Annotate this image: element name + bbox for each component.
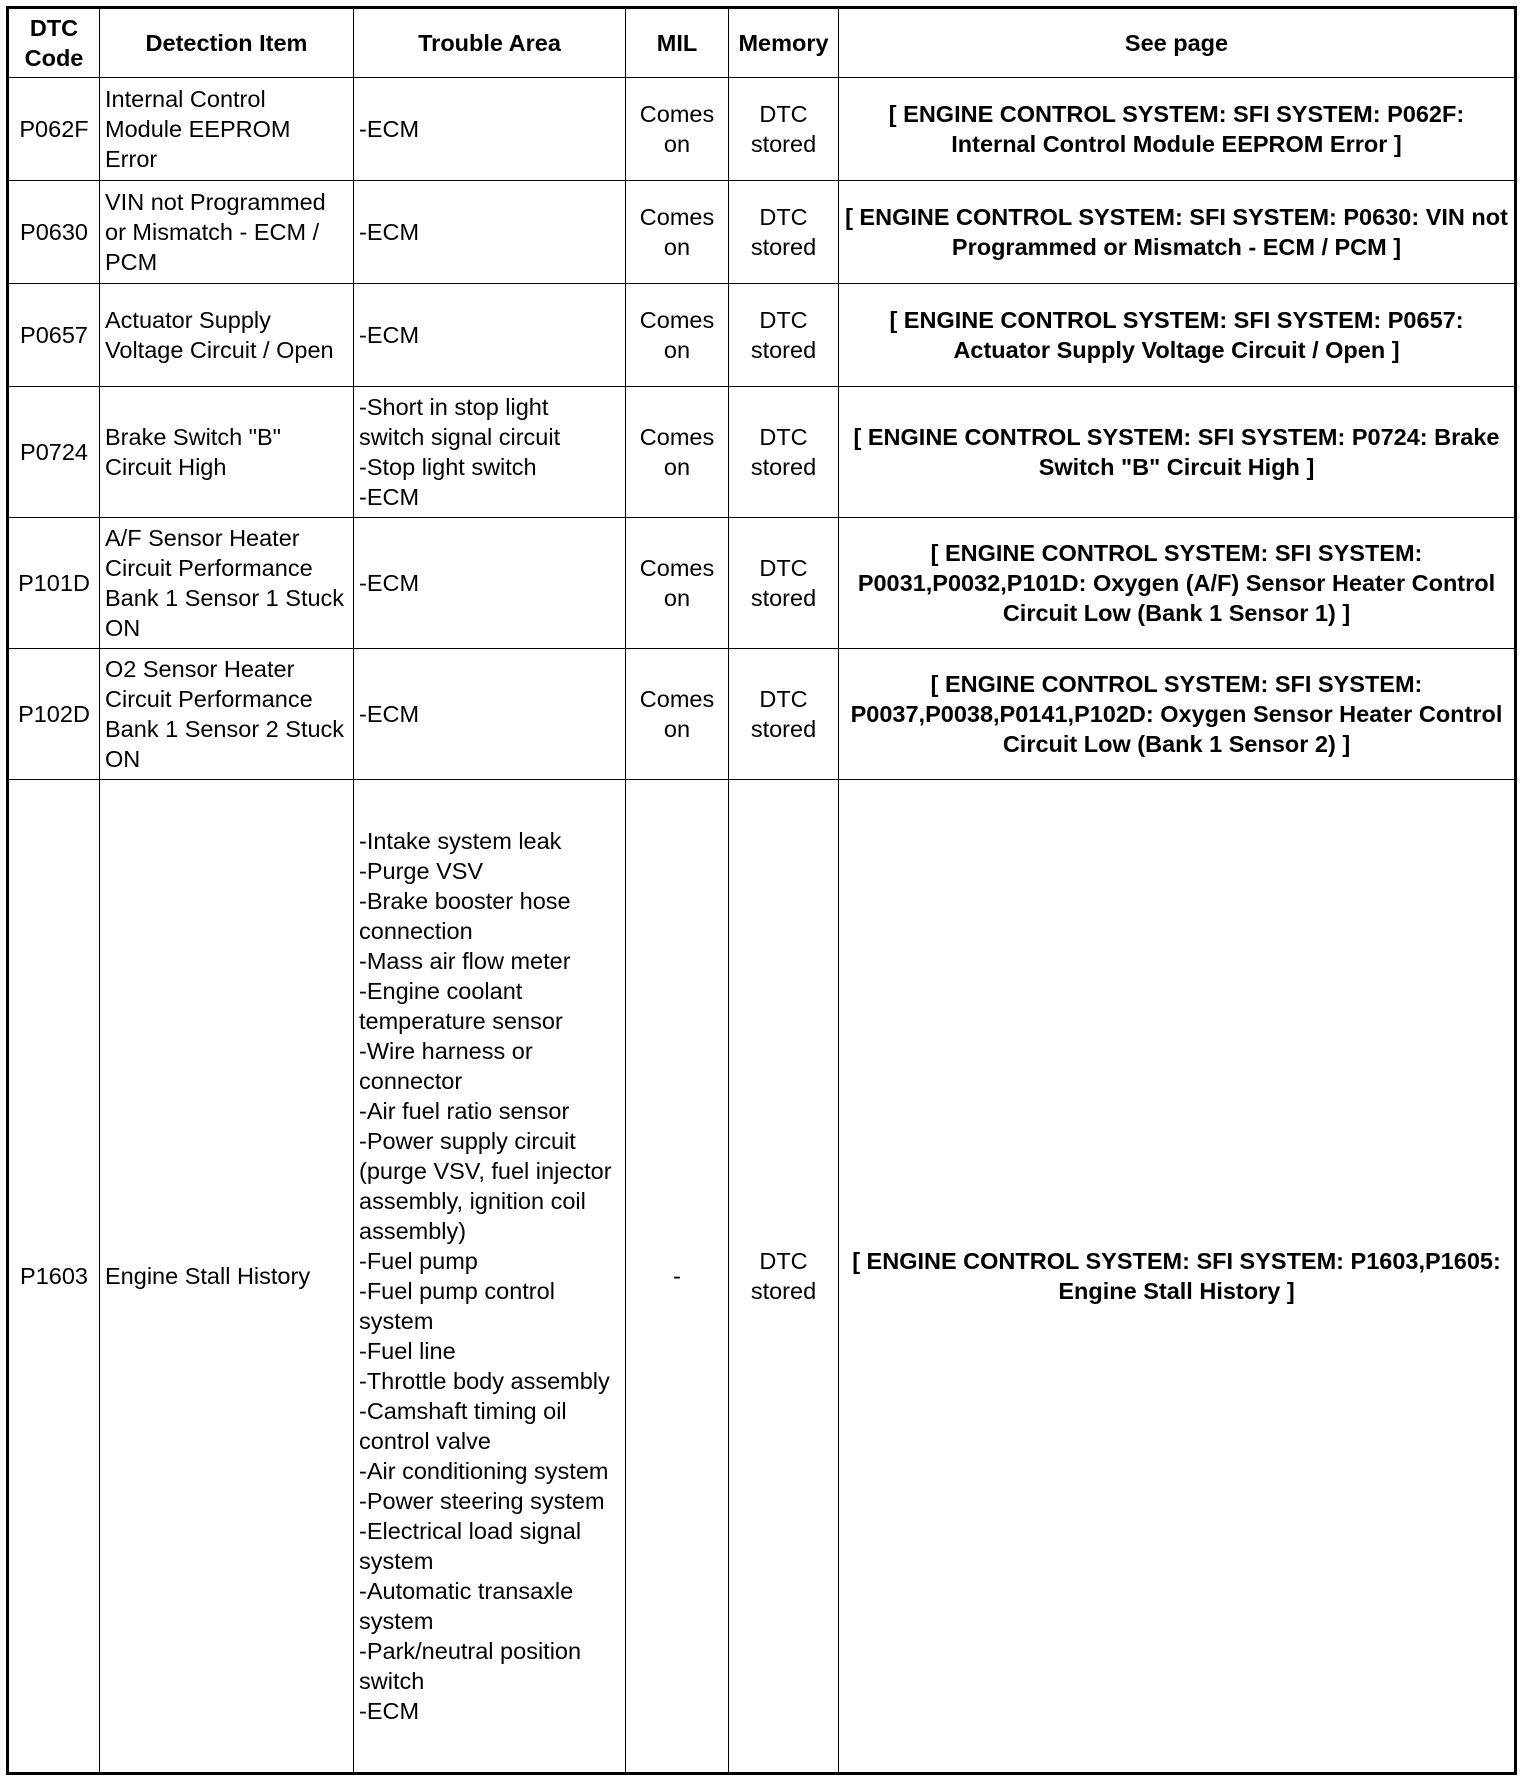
mil-cell: Comes on — [626, 78, 729, 181]
trouble-area-item: -Stop light switch — [359, 454, 537, 480]
trouble-area-item: -ECM — [359, 219, 420, 245]
mil-cell: Comes on — [626, 181, 729, 284]
detection-item-cell: Internal Control Module EEPROM Error — [100, 78, 354, 181]
detection-item-cell: O2 Sensor Heater Circuit Performance Bank 1 Sensor 2 Stuck ON — [100, 649, 354, 780]
trouble-area-cell — [354, 284, 626, 387]
trouble-area-item: -Wire harness or connector — [359, 1038, 533, 1094]
memory-cell: DTC stored — [729, 284, 839, 387]
table-row — [8, 387, 1516, 518]
table-row — [8, 181, 1516, 284]
mil-cell: Comes on — [626, 284, 729, 387]
trouble-area-item: -ECM — [359, 322, 420, 348]
table-row — [8, 649, 1516, 780]
trouble-area-item: -Power steering system — [359, 1488, 605, 1514]
trouble-area-item: -Park/neutral position switch — [359, 1638, 582, 1694]
mil-cell: Comes on — [626, 649, 729, 780]
trouble-area-cell — [354, 518, 626, 649]
trouble-area-item: -Fuel line — [359, 1338, 456, 1364]
trouble-area-cell — [354, 387, 626, 518]
memory-cell: DTC stored — [729, 649, 839, 780]
trouble-area-item: -Fuel pump — [359, 1248, 478, 1274]
trouble-area-item: -Air fuel ratio sensor — [359, 1098, 570, 1124]
detection-item-cell: Engine Stall History — [100, 780, 354, 1774]
dtc-table — [6, 6, 1517, 1775]
table-row — [8, 78, 1516, 181]
trouble-area-item: -ECM — [359, 1698, 420, 1724]
table-row — [8, 780, 1516, 1774]
see-page-link[interactable]: [ ENGINE CONTROL SYSTEM: SFI SYSTEM: P062F: Internal Control Module EEPROM Error ] — [839, 78, 1516, 181]
mil-cell: Comes on — [626, 518, 729, 649]
trouble-area-item: -Electrical load signal system — [359, 1518, 582, 1574]
trouble-area-item: -Air conditioning system — [359, 1458, 609, 1484]
trouble-area-item: -Mass air flow meter — [359, 948, 571, 974]
detection-item-cell: VIN not Programmed or Mismatch - ECM / PCM — [100, 181, 354, 284]
trouble-area-item: -ECM — [359, 116, 420, 142]
trouble-area-cell — [354, 78, 626, 181]
see-page-link[interactable]: [ ENGINE CONTROL SYSTEM: SFI SYSTEM: P1603,P1605: Engine Stall History ] — [839, 780, 1516, 1774]
trouble-area-item: -Brake booster hose connection — [359, 888, 571, 944]
memory-cell: DTC stored — [729, 181, 839, 284]
trouble-area-item: -Purge VSV — [359, 858, 484, 884]
trouble-area-item: -Fuel pump control system — [359, 1278, 555, 1334]
header-mil: MIL — [626, 8, 729, 78]
see-page-link[interactable]: [ ENGINE CONTROL SYSTEM: SFI SYSTEM: P0037,P0038,P0141,P102D: Oxygen Sensor Heater Control Circuit Low (Bank 1 Sensor 2) ] — [839, 649, 1516, 780]
trouble-area-item: -Throttle body assembly — [359, 1368, 610, 1394]
dtc-code-cell: P0657 — [8, 284, 100, 387]
trouble-area-cell — [354, 181, 626, 284]
trouble-area-item: -Camshaft timing oil control valve — [359, 1398, 567, 1454]
trouble-area-cell — [354, 780, 626, 1774]
trouble-area-cell — [354, 649, 626, 780]
trouble-area-item: -Automatic transaxle system — [359, 1578, 574, 1634]
trouble-area-item: -ECM — [359, 570, 420, 596]
memory-cell: DTC stored — [729, 387, 839, 518]
header-dtc-code: DTC Code — [8, 8, 100, 78]
header-memory: Memory — [729, 8, 839, 78]
mil-cell: Comes on — [626, 387, 729, 518]
dtc-code-cell: P101D — [8, 518, 100, 649]
dtc-code-cell: P0630 — [8, 181, 100, 284]
trouble-area-item: -Engine coolant temperature sensor — [359, 978, 563, 1034]
dtc-code-cell: P0724 — [8, 387, 100, 518]
dtc-code-cell: P1603 — [8, 780, 100, 1774]
table-row — [8, 284, 1516, 387]
table-row — [8, 518, 1516, 649]
trouble-area-item: -ECM — [359, 701, 420, 727]
table-header-row — [8, 8, 1516, 78]
trouble-area-item: -ECM — [359, 484, 420, 510]
see-page-link[interactable]: [ ENGINE CONTROL SYSTEM: SFI SYSTEM: P0657: Actuator Supply Voltage Circuit / Open ] — [839, 284, 1516, 387]
memory-cell: DTC stored — [729, 780, 839, 1774]
detection-item-cell: A/F Sensor Heater Circuit Performance Bank 1 Sensor 1 Stuck ON — [100, 518, 354, 649]
memory-cell: DTC stored — [729, 78, 839, 181]
dtc-code-cell: P102D — [8, 649, 100, 780]
trouble-area-item: -Short in stop light switch signal circuit — [359, 394, 561, 450]
detection-item-cell: Actuator Supply Voltage Circuit / Open — [100, 284, 354, 387]
header-trouble-area: Trouble Area — [354, 8, 626, 78]
see-page-link[interactable]: [ ENGINE CONTROL SYSTEM: SFI SYSTEM: P0724: Brake Switch "B" Circuit High ] — [839, 387, 1516, 518]
see-page-link[interactable]: [ ENGINE CONTROL SYSTEM: SFI SYSTEM: P0630: VIN not Programmed or Mismatch - ECM / PCM ] — [839, 181, 1516, 284]
header-detection-item: Detection Item — [100, 8, 354, 78]
trouble-area-item: -Power supply circuit (purge VSV, fuel injector assembly, ignition coil assembly) — [359, 1128, 612, 1244]
detection-item-cell: Brake Switch "B" Circuit High — [100, 387, 354, 518]
memory-cell: DTC stored — [729, 518, 839, 649]
mil-cell: - — [626, 780, 729, 1774]
trouble-area-item: -Intake system leak — [359, 828, 562, 854]
header-see-page: See page — [839, 8, 1516, 78]
see-page-link[interactable]: [ ENGINE CONTROL SYSTEM: SFI SYSTEM: P0031,P0032,P101D: Oxygen (A/F) Sensor Heater Control Circuit Low (Bank 1 Sensor 1) ] — [839, 518, 1516, 649]
dtc-code-cell: P062F — [8, 78, 100, 181]
